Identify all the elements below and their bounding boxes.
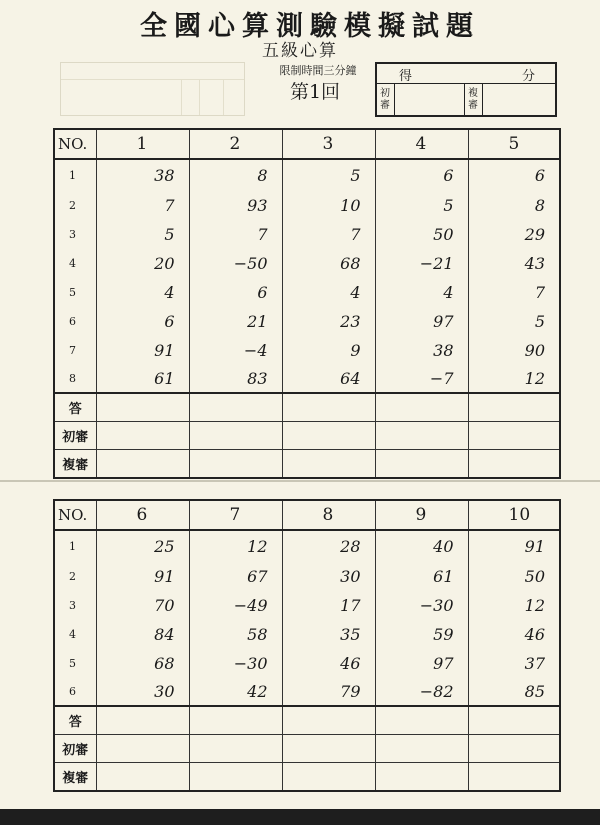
number-cell: 30 [96,678,189,706]
number-cell: 7 [282,220,375,249]
first-review-label: 初審 [54,422,96,450]
score-label-2: 分 [522,69,536,84]
page-title: 全國心算測驗模擬試題 [140,11,480,42]
answer-field[interactable] [282,706,375,735]
number-cell: 83 [189,365,282,393]
review-field[interactable] [468,450,560,479]
column-header: 3 [282,129,375,159]
second-review-label: 複審 [54,450,96,479]
bottom-edge-bar [0,809,600,825]
column-header: 4 [375,129,468,159]
row-number: 5 [54,649,96,678]
answer-field[interactable] [282,393,375,422]
number-cell: 12 [468,591,560,620]
number-cell: 25 [96,530,189,562]
review-field[interactable] [375,450,468,479]
number-cell: 67 [189,562,282,591]
review-field[interactable] [468,763,560,792]
number-cell: 97 [375,649,468,678]
no-header: NO. [54,500,96,530]
review-field[interactable] [282,422,375,450]
number-cell: 5 [96,220,189,249]
number-cell: 21 [189,307,282,336]
number-cell: 8 [468,191,560,220]
problem-table-2 [53,499,561,792]
number-cell: 90 [468,336,560,365]
second-review-row [54,763,560,792]
row-number: 8 [54,365,96,393]
number-cell: 29 [468,220,560,249]
number-cell: 7 [468,278,560,307]
column-header: 1 [96,129,189,159]
number-cell: 23 [282,307,375,336]
number-cell: 30 [282,562,375,591]
review-field[interactable] [468,422,560,450]
answer-field[interactable] [375,393,468,422]
number-cell: 91 [468,530,560,562]
table-row [54,159,560,191]
answer-field[interactable] [189,393,282,422]
number-cell: 68 [282,249,375,278]
review-field[interactable] [96,735,189,763]
answer-field[interactable] [468,393,560,422]
bleed-through-box [60,62,245,116]
number-cell: 37 [468,649,560,678]
number-cell: 4 [282,278,375,307]
section-divider [0,480,600,482]
row-number: 2 [54,562,96,591]
table-row [54,591,560,620]
number-cell: 4 [96,278,189,307]
review-field[interactable] [375,735,468,763]
answer-field[interactable] [189,706,282,735]
number-cell: 43 [468,249,560,278]
review-field[interactable] [189,450,282,479]
second-review-field[interactable] [483,84,555,115]
number-cell: 6 [189,278,282,307]
row-number: 4 [54,249,96,278]
review-field[interactable] [96,450,189,479]
table-row [54,307,560,336]
table-row [54,678,560,706]
answer-field[interactable] [96,706,189,735]
row-number: 6 [54,307,96,336]
column-header: 6 [96,500,189,530]
number-cell: −49 [189,591,282,620]
number-cell: 97 [375,307,468,336]
score-label-1: 得 [399,69,413,84]
first-review-label-cell [377,84,395,115]
first-review-field[interactable] [395,84,465,115]
number-cell: 70 [96,591,189,620]
number-cell: −4 [189,336,282,365]
number-cell: 64 [282,365,375,393]
number-cell: 61 [96,365,189,393]
number-cell: −30 [189,649,282,678]
column-header: 2 [189,129,282,159]
review-field[interactable] [282,763,375,792]
row-number: 7 [54,336,96,365]
table-row [54,220,560,249]
number-cell: 84 [96,620,189,649]
time-limit: 限制時間三分鐘 [279,64,357,77]
row-number: 1 [54,530,96,562]
row-number: 1 [54,159,96,191]
number-cell: 7 [96,191,189,220]
first-review-label: 初審 [380,88,390,111]
number-cell: 6 [96,307,189,336]
number-cell: 46 [468,620,560,649]
row-number: 6 [54,678,96,706]
number-cell: 61 [375,562,468,591]
number-cell: 42 [189,678,282,706]
answer-field[interactable] [96,393,189,422]
second-review-label: 複審 [468,88,478,111]
table-row [54,249,560,278]
review-field[interactable] [375,422,468,450]
number-cell: 46 [282,649,375,678]
review-field[interactable] [189,735,282,763]
number-cell: 85 [468,678,560,706]
column-header: 9 [375,500,468,530]
answer-label: 答 [54,706,96,735]
row-number: 3 [54,591,96,620]
review-field[interactable] [189,422,282,450]
number-cell: 50 [375,220,468,249]
number-cell: 8 [189,159,282,191]
table-row [54,278,560,307]
answer-row [54,706,560,735]
number-cell: 7 [189,220,282,249]
column-header: 10 [468,500,560,530]
number-cell: −82 [375,678,468,706]
number-cell: −30 [375,591,468,620]
number-cell: 20 [96,249,189,278]
column-header: 8 [282,500,375,530]
number-cell: 6 [375,159,468,191]
number-cell: 9 [282,336,375,365]
row-number: 5 [54,278,96,307]
number-cell: 38 [375,336,468,365]
column-header: 5 [468,129,560,159]
table-row [54,365,560,393]
number-cell: 93 [189,191,282,220]
second-review-row [54,450,560,479]
second-review-label: 複審 [54,763,96,792]
number-cell: 5 [282,159,375,191]
number-cell: 4 [375,278,468,307]
table-row [54,562,560,591]
number-cell: −21 [375,249,468,278]
answer-label: 答 [54,393,96,422]
number-cell: 50 [468,562,560,591]
problem-table-1 [53,128,561,479]
review-field[interactable] [96,763,189,792]
table-row [54,620,560,649]
number-cell: 12 [189,530,282,562]
table-row [54,191,560,220]
row-number: 2 [54,191,96,220]
number-cell: 5 [468,307,560,336]
number-cell: 59 [375,620,468,649]
no-header: NO. [54,129,96,159]
number-cell: −7 [375,365,468,393]
number-cell: 35 [282,620,375,649]
number-cell: −50 [189,249,282,278]
answer-field[interactable] [375,706,468,735]
level-subtitle: 五級心算 [262,41,338,61]
number-cell: 17 [282,591,375,620]
first-review-row [54,735,560,763]
number-cell: 5 [375,191,468,220]
answer-field[interactable] [468,706,560,735]
number-cell: 10 [282,191,375,220]
table-row [54,649,560,678]
number-cell: 58 [189,620,282,649]
number-cell: 40 [375,530,468,562]
review-field[interactable] [96,422,189,450]
first-review-label: 初審 [54,735,96,763]
table-row [54,530,560,562]
answer-row [54,393,560,422]
table-row [54,336,560,365]
review-field[interactable] [282,735,375,763]
review-field[interactable] [468,735,560,763]
number-cell: 91 [96,562,189,591]
review-field[interactable] [375,763,468,792]
number-cell: 28 [282,530,375,562]
number-cell: 91 [96,336,189,365]
number-cell: 68 [96,649,189,678]
number-cell: 79 [282,678,375,706]
column-header: 7 [189,500,282,530]
review-field[interactable] [282,450,375,479]
row-number: 3 [54,220,96,249]
number-cell: 38 [96,159,189,191]
first-review-row [54,422,560,450]
score-header [377,64,555,84]
number-cell: 6 [468,159,560,191]
score-box [375,62,557,117]
number-cell: 12 [468,365,560,393]
second-review-label-cell [465,84,483,115]
review-field[interactable] [189,763,282,792]
row-number: 4 [54,620,96,649]
round-number: 第1回 [289,81,341,103]
